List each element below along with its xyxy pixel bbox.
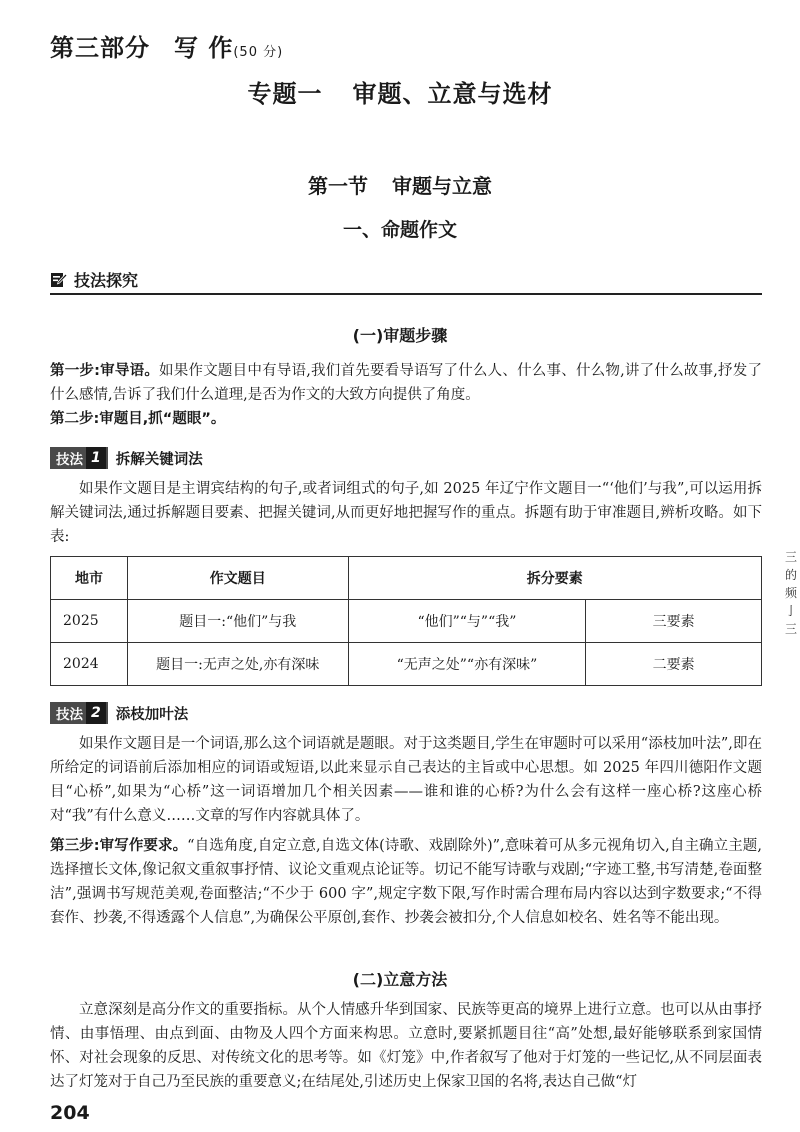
table-row (51, 643, 762, 686)
section-label: 第一节 (308, 174, 368, 198)
subsection-title: 一、命题作文 (342, 219, 457, 241)
step1-lead: 第一步:审导语。 (50, 363, 160, 379)
method1-heading (50, 447, 203, 469)
header-title: 作文题目 (127, 557, 348, 600)
header-elements: 拆分要素 (348, 557, 761, 600)
row-count: 二要素 (586, 643, 762, 686)
method2-heading (50, 702, 188, 724)
split-table (50, 556, 762, 686)
section-title (0, 170, 800, 199)
row-elements: “无声之处”“亦有深味” (348, 643, 586, 686)
method1-badge-label: 技法 (56, 452, 83, 468)
part-title (50, 28, 283, 63)
step2-lead: 第二步:审题目,抓“题眼”。 (50, 411, 226, 427)
step1-text: 如果作文题目中有导语,我们首先要看导语写了什么人、什么事、什么物,讲了什么故事,抒发了什么感情,告诉了我们什么道理,是否为作文的大致方向提供了角度。 (50, 363, 762, 403)
score-label: (50 分) (233, 45, 284, 60)
step3-lead: 第三步:审写作要求。 (50, 838, 188, 854)
method2-paragraph: 如果作文题目是一个词语,那么这个词语就是题眼。对于这类题目,学生在审题时可以采用“添枝加叶法”,即在所给定的词语前后添加相应的词语或短语,以此来显示自己表达的主旨或中心思想。如 2025 年四川德阳作文题目“心桥”,如果为“心桥”这一词语增加几个相关因素——谁和谁的心桥?为什么会有这样一座心桥?这座心桥对“我”有什么意义……文章的写作内容就具体了。 (50, 736, 762, 824)
method2-badge-label: 技法 (56, 707, 83, 723)
row-title: 题目一:“他们”与我 (127, 600, 348, 643)
method2-badge (50, 702, 108, 724)
topic-title (0, 74, 800, 109)
step3-text: “自选角度,自定立意,自选文体(诗歌、戏剧除外)”,意味着可从多元视角切入,自主确立主题,选择擅长文体,像记叙文重叙事抒情、议论文重观点论证等。切记不能写诗歌与戏剧;“字迹工整,书写清楚,卷面整洁”,强调书写规范美观,卷面整洁;“不少于 600 字”,规定字数下限,写作时需合理布局内容以达到字数要求;“不得套作、抄袭,不得透露个人信息”,为确保公平原创,套作、抄袭会被扣分,个人信息如校名、姓名等不能出现。 (50, 838, 762, 926)
step1-paragraph (50, 359, 762, 407)
topic-label: 专题一 (247, 80, 323, 108)
method1-number: 1 (86, 447, 106, 469)
method1-name: 拆解关键词法 (115, 451, 203, 468)
technique-heading (50, 268, 138, 291)
row-title: 题目一:无声之处,亦有深味 (127, 643, 348, 686)
idea-heading: (二)立意方法 (352, 970, 448, 989)
method2-name: 添枝加叶法 (115, 706, 189, 723)
method1-badge (50, 447, 108, 469)
page-edge-marks: 三 的 频 亅 三 (784, 550, 797, 636)
method2-number: 2 (86, 702, 106, 724)
heading-rule (50, 293, 762, 295)
row-year: 2024 (51, 643, 128, 686)
idea-paragraph: 立意深刻是高分作文的重要指标。从个人情感升华到国家、民族等更高的境界上进行立意。也可以从由事抒情、由事悟理、由点到面、由物及人四个方面来构思。立意时,要紧抓题目往“高”处想,最好能够联系到家国情怀、对社会现象的反思、对传统文化的思考等。如《灯笼》中,作者叙写了他对于灯笼的一些记忆,从不同层面表达了灯笼对于自己乃至民族的重要意义;在结尾处,引述历史上保家卫国的名将,表达自己做“灯 (50, 1002, 762, 1090)
section-name: 审题与立意 (392, 174, 492, 198)
row-count: 三要素 (586, 600, 762, 643)
step2-paragraph (50, 407, 762, 431)
step3-paragraph (50, 834, 762, 930)
row-year: 2025 (51, 600, 128, 643)
part-label: 第三部分 (50, 34, 150, 62)
row-elements: “他们”“与”“我” (348, 600, 586, 643)
method1-paragraph: 如果作文题目是主谓宾结构的句子,或者词组式的句子,如 2025 年辽宁作文题目一“‘他们’与我”,可以运用拆解关键词法,通过拆解题目要素、把握关键词,从而更好地把握写作的重点。拆题有助于审准题目,辨析攻略。如下表: (50, 481, 762, 545)
steps-heading: (一)审题步骤 (352, 326, 448, 345)
technique-label: 技法探究 (74, 271, 139, 290)
table-row (51, 600, 762, 643)
topic-name: 审题、立意与选材 (352, 80, 553, 108)
pencil-book-icon (50, 271, 68, 289)
page-number: 204 (50, 1102, 90, 1124)
subject-label: 写 作 (174, 34, 234, 62)
header-city: 地市 (51, 557, 128, 600)
table-header-row (51, 557, 762, 600)
